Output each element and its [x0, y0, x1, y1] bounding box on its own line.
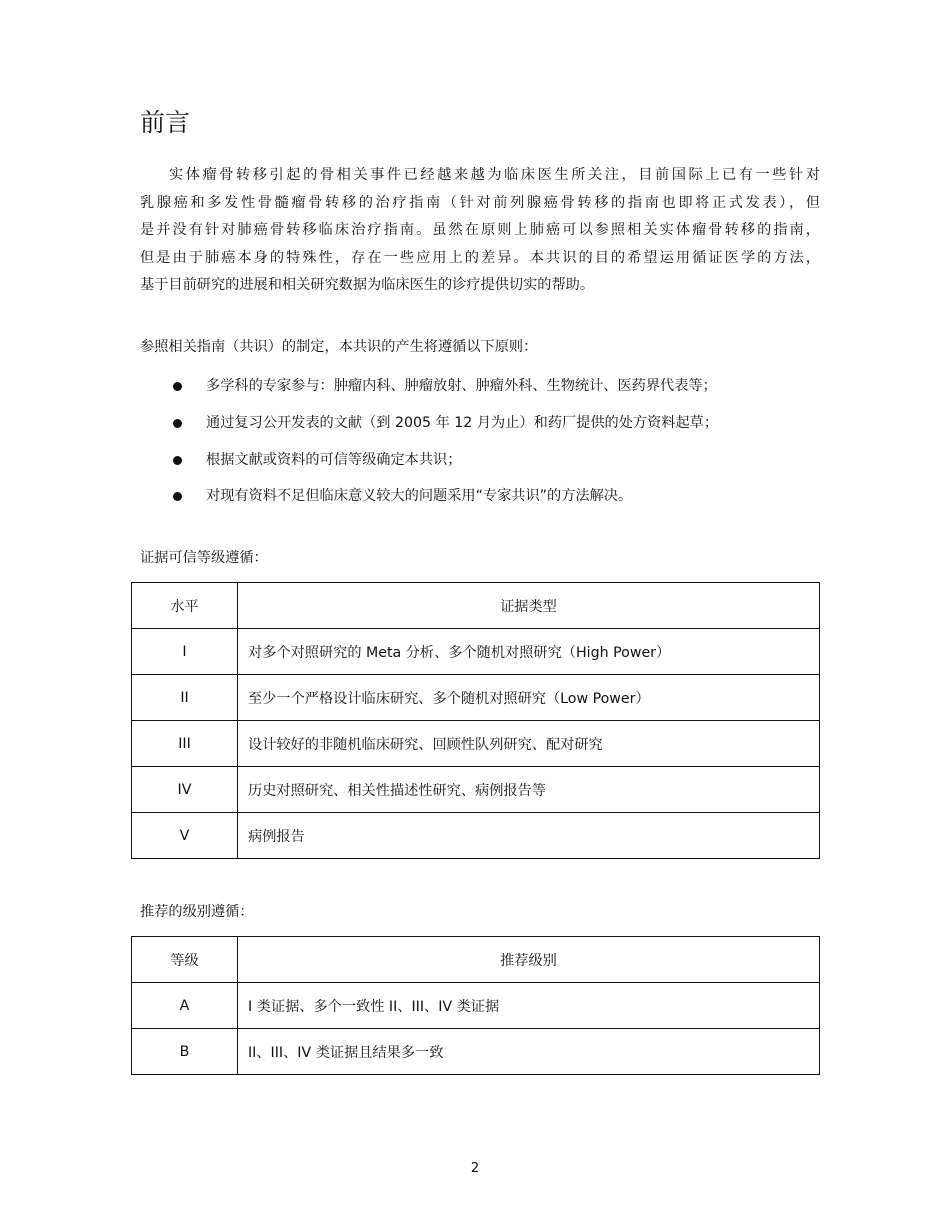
- level-cell: II: [132, 675, 238, 721]
- table-row: [132, 983, 820, 1029]
- principle-text: 通过复习公开发表的文献（到 2005 年 12 月为止）和药厂提供的处方资料起草；: [206, 414, 719, 431]
- list-item: [170, 478, 718, 515]
- recommendation-cell: II、III、IV 类证据且结果多一致: [238, 1029, 820, 1075]
- header-cell-type: 证据类型: [238, 583, 820, 629]
- description-cell: 对多个对照研究的 Meta 分析、多个随机对照研究（High Power）: [238, 629, 820, 675]
- level-cell: IV: [132, 767, 238, 813]
- bullet-icon: [173, 419, 182, 428]
- table-row: [132, 721, 820, 767]
- page-number: 2: [470, 1161, 480, 1176]
- table-row: [132, 1029, 820, 1075]
- recommendation-label: 推荐的级别遵循：: [140, 904, 254, 920]
- level-cell: I: [132, 629, 238, 675]
- header-cell-level: 水平: [132, 583, 238, 629]
- intro-line: 乳腺癌和多发性骨髓瘤骨转移的治疗指南（针对前列腺癌骨转移的指南也即将正式发表），但: [140, 194, 820, 211]
- intro-line: 是并没有针对肺癌骨转移临床治疗指南。虽然在原则上肺癌可以参照相关实体瘤骨转移的指南，: [140, 222, 820, 238]
- description-cell: 设计较好的非随机临床研究、回顾性队列研究、配对研究: [238, 721, 820, 767]
- list-item: [170, 368, 718, 405]
- evidence-table: [131, 582, 820, 859]
- evidence-label: 证据可信等级遵循：: [140, 550, 268, 566]
- intro-line: 但是由于肺癌本身的特殊性，存在一些应用上的差异。本共识的目的希望运用循证医学的方法，: [140, 249, 820, 266]
- description-cell: 历史对照研究、相关性描述性研究、病例报告等: [238, 767, 820, 813]
- principle-text: 根据文献或资料的可信等级确定本共识；: [206, 451, 462, 468]
- principles-list: [170, 368, 718, 515]
- grade-cell: B: [132, 1029, 238, 1075]
- list-item: [170, 405, 718, 442]
- bullet-icon: [173, 382, 182, 391]
- level-cell: V: [132, 813, 238, 859]
- description-cell: 至少一个严格设计临床研究、多个随机对照研究（Low Power）: [238, 675, 820, 721]
- table-header-row: [132, 937, 820, 983]
- principle-text: 对现有资料不足但临床意义较大的问题采用“专家共识”的方法解决。: [206, 488, 633, 505]
- table-row: [132, 767, 820, 813]
- principles-intro: 参照相关指南（共识）的制定，本共识的产生将遵循以下原则：: [140, 339, 538, 355]
- bullet-icon: [173, 492, 182, 501]
- intro-paragraph: [140, 162, 820, 300]
- description-cell: 病例报告: [238, 813, 820, 859]
- intro-line: 基于目前研究的进展和相关研究数据为临床医生的诊疗提供切实的帮助。: [140, 277, 595, 293]
- page-title: 前言: [140, 108, 191, 137]
- header-cell-grade: 等级: [132, 937, 238, 983]
- table-row: [132, 675, 820, 721]
- grade-cell: A: [132, 983, 238, 1029]
- recommendation-cell: I 类证据、多个一致性 II、III、IV 类证据: [238, 983, 820, 1029]
- principle-text: 多学科的专家参与：肿瘤内科、肿瘤放射、肿瘤外科、生物统计、医药界代表等；: [206, 378, 717, 394]
- recommendation-table: [131, 936, 820, 1075]
- table-row: [132, 813, 820, 859]
- header-cell-recommendation: 推荐级别: [238, 937, 820, 983]
- bullet-icon: [173, 456, 182, 465]
- list-item: [170, 442, 718, 479]
- level-cell: III: [132, 721, 238, 767]
- table-header-row: [132, 583, 820, 629]
- intro-line: 实体瘤骨转移引起的骨相关事件已经越来越为临床医生所关注，目前国际上已有一些针对: [169, 167, 820, 183]
- table-row: [132, 629, 820, 675]
